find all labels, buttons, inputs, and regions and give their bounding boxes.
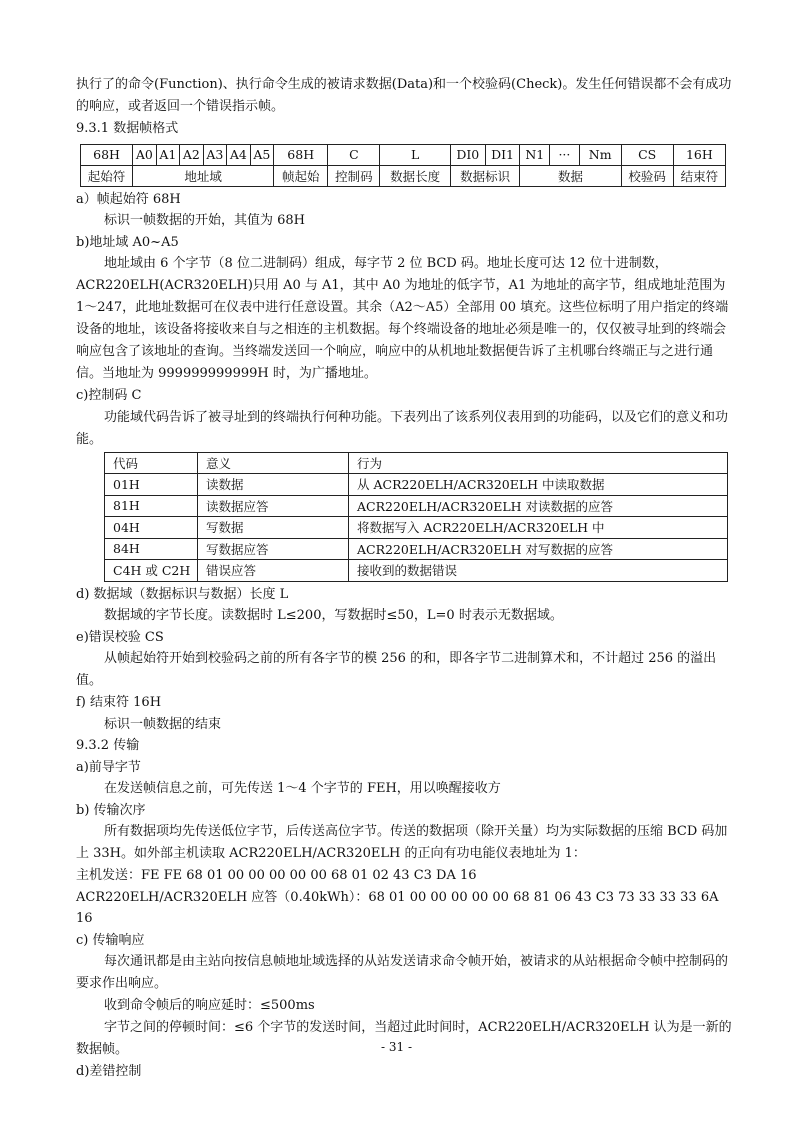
header-cell: 代码	[105, 452, 198, 474]
meaning-cell: 写数据	[198, 517, 349, 539]
frame-field: 数据	[520, 165, 621, 186]
item-d-body: 数据域的字节长度。读数据时 L≤200，写数据时≤50，L=0 时表示无数据域。	[104, 608, 563, 623]
frame-cell: ···	[550, 144, 580, 165]
table-row	[105, 495, 728, 517]
code-cell: 04H	[105, 517, 198, 539]
item-f-body: 标识一帧数据的结束	[104, 716, 222, 732]
item-e-title: e)错误校验 CS	[76, 629, 164, 645]
function-table-header	[105, 452, 728, 474]
item-a-title: a）帧起始符 68H	[76, 191, 181, 207]
code-cell: 84H	[105, 538, 198, 560]
meaning-cell: 读数据	[198, 474, 349, 496]
frame-cell: A0	[133, 144, 157, 165]
table-row	[105, 560, 728, 582]
code-cell: C4H 或 C2H	[105, 560, 198, 582]
frame-cell: 68H	[81, 144, 133, 165]
response-delay: 收到命令帧后的响应延时：≤500ms	[104, 998, 315, 1013]
frame-fields-row	[81, 165, 726, 186]
preamble-title: a)前导字节	[76, 759, 141, 775]
frame-cell: A3	[203, 144, 227, 165]
meaning-cell: 错误应答	[198, 560, 349, 582]
meaning-cell: 读数据应答	[198, 495, 349, 517]
meter-reply-line: ACR220ELH/ACR320ELH 应答（0.40kWh）：68 01 00 00 00 00 00 68 81 06 43 C3 73 33 33 33 6A 16	[76, 889, 719, 926]
intro-paragraph: 执行了的命令(Function)、执行命令生成的被请求数据(Data)和一个校验码(Check)。发生任何错误都不会有成功的响应，或者返回一个错误指示帧。	[76, 77, 732, 114]
header-cell: 意义	[198, 452, 349, 474]
order-body: 所有数据项均先传送低位字节，后传送高位字节。传送的数据项（除开关量）均为实际数据的压缩 BCD 码加上 33H。如外部主机读取 ACR220ELH/ACR320ELH 的正向有功电能仪表地址为 1：	[76, 824, 728, 861]
frame-field: 控制码	[328, 165, 380, 186]
frame-cell: DI0	[450, 144, 485, 165]
preamble-body: 在发送帧信息之前，可先传送 1～4 个字节的 FEH，用以唤醒接收方	[104, 781, 501, 796]
action-cell: 从 ACR220ELH/ACR320ELH 中读取数据	[349, 474, 728, 496]
response-body: 每次通讯都是由主站向按信息帧地址域选择的从站发送请求命令帧开始，被请求的从站根据命令帧中控制码的要求作出响应。	[76, 954, 729, 991]
byte-pause: 字节之间的停顿时间：≤6 个字节的发送时间，当超过此时间时，ACR220ELH/ACR320ELH 认为是一新的数据帧。	[76, 1019, 732, 1057]
frame-cell: A2	[180, 144, 204, 165]
item-f-title: f) 结束符 16H	[76, 695, 162, 710]
item-e-body: 从帧起始符开始到校验码之前的所有各字节的模 256 的和，即各字节二进制算术和，不计超过 256 的溢出值。	[76, 651, 717, 688]
frame-field: 结束符	[673, 165, 725, 186]
action-cell: 接收到的数据错误	[349, 560, 728, 582]
table-row	[105, 517, 728, 539]
frame-format-table	[80, 144, 726, 187]
item-b-title: b)地址域 A0~A5	[76, 234, 179, 250]
item-a-body: 标识一帧数据的开始，其值为 68H	[104, 213, 306, 228]
page-content	[76, 74, 734, 1082]
frame-field: 校验码	[621, 165, 673, 186]
frame-field: 数据长度	[380, 165, 451, 186]
function-code-table	[104, 452, 728, 582]
frame-cell: 16H	[673, 144, 725, 165]
frame-bytes-row	[81, 144, 726, 165]
frame-cell: N1	[520, 144, 550, 165]
code-cell: 01H	[105, 474, 198, 496]
error-control-title: d)差错控制	[76, 1063, 142, 1079]
frame-cell: DI1	[485, 144, 520, 165]
frame-cell: A4	[227, 144, 251, 165]
frame-field: 地址域	[133, 165, 274, 186]
table-row	[105, 474, 728, 496]
frame-field: 帧起始	[274, 165, 328, 186]
frame-cell: A1	[156, 144, 180, 165]
frame-field: 数据标识	[450, 165, 520, 186]
item-d-title: d) 数据域（数据标识与数据）长度 L	[76, 586, 289, 602]
header-cell: 行为	[349, 452, 728, 474]
frame-cell: C	[328, 144, 380, 165]
action-cell: ACR220ELH/ACR320ELH 对读数据的应答	[349, 495, 728, 517]
section-9-3-2-title: 9.3.2 传输	[76, 738, 140, 753]
code-cell: 81H	[105, 495, 198, 517]
host-send-line: 主机发送：FE FE 68 01 00 00 00 00 00 68 01 02 43 C3 DA 16	[76, 868, 477, 883]
meaning-cell: 写数据应答	[198, 538, 349, 560]
order-title: b) 传输次序	[76, 802, 146, 818]
frame-cell: L	[380, 144, 451, 165]
action-cell: ACR220ELH/ACR320ELH 对写数据的应答	[349, 538, 728, 560]
frame-cell: A5	[250, 144, 274, 165]
section-9-3-1-title: 9.3.1 数据帧格式	[76, 121, 179, 136]
frame-cell: CS	[621, 144, 673, 165]
frame-cell: Nm	[579, 144, 621, 165]
response-title: c) 传输响应	[76, 932, 145, 948]
action-cell: 将数据写入 ACR220ELH/ACR320ELH 中	[349, 517, 728, 539]
item-c-body: 功能域代码告诉了被寻址到的终端执行何种功能。下表列出了该系列仪表用到的功能码，以及它们的意义和功能。	[76, 409, 729, 447]
frame-cell: 68H	[274, 144, 328, 165]
frame-field: 起始符	[81, 165, 133, 186]
item-b-body: 地址域由 6 个字节（8 位二进制码）组成，每字节 2 位 BCD 码。地址长度可达 12 位十进制数，ACR220ELH(ACR320ELH)只用 A0 与 A1，其中 A0 为地址的低字节，A1 为地址的高字节，组成地址范围为 1～247，此地址数据可在仪表中进行任意设置。其余（A2～A5）全部用 00 填充。这些位标明了用户指定的终端设备的地址，该设备将接收来自与之相连的主机数据。每个终端设备的地址必须是唯一的，仅仅被寻址到的终端会响应包含了该地址的查询。当终端发送回一个响应，响应中的从机地址数据便告诉了主机哪台终端正与之进行通信。当地址为 999999999999H 时，为广播地址。	[76, 256, 729, 381]
item-c-title: c)控制码 C	[76, 388, 142, 403]
table-row	[105, 538, 728, 560]
page-number: - 31 -	[380, 1040, 412, 1054]
